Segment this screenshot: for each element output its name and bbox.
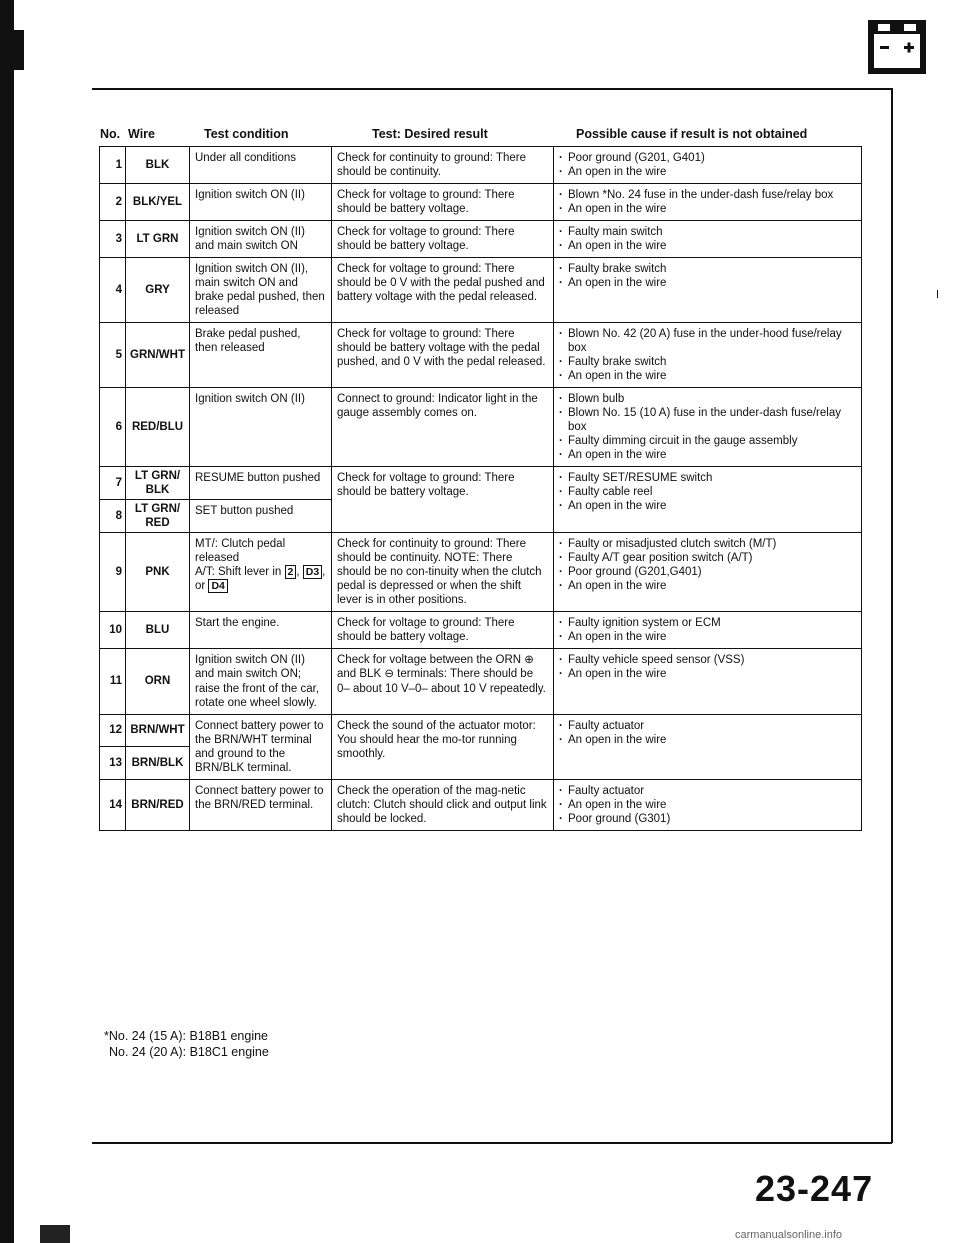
possible-cause xyxy=(554,612,862,649)
row-number: 14 xyxy=(100,779,126,830)
wire-color: GRN/WHT xyxy=(126,323,190,388)
wire-color: BRN/WHT xyxy=(126,714,190,747)
table-headers xyxy=(100,127,860,147)
wire-color: RED/BLU xyxy=(126,388,190,467)
test-condition: Connect battery power to the BRN/WHT terminal and ground to the BRN/BLK terminal. xyxy=(190,714,332,779)
possible-cause xyxy=(554,147,862,184)
cause-item: · An open in the wire xyxy=(559,499,856,513)
cause-item: · An open in the wire xyxy=(559,276,856,290)
possible-cause xyxy=(554,714,862,779)
condition-at-label: A/T: Shift lever in xyxy=(195,566,282,579)
desired-result: Check for continuity to ground: There should be continuity. xyxy=(332,147,554,184)
cause-item: · Blown No. 42 (20 A) fuse in the under-hood fuse/relay box xyxy=(559,327,856,355)
row-number: 4 xyxy=(100,258,126,323)
table-row xyxy=(100,221,862,258)
gear-2-key: 2 xyxy=(285,565,297,579)
table-row xyxy=(100,649,862,714)
cause-item: · Faulty main switch xyxy=(559,225,856,239)
condition-mt: MT/: Clutch pedal released xyxy=(195,538,286,565)
possible-cause xyxy=(554,779,862,830)
frame-bottom-border xyxy=(92,1142,892,1144)
possible-cause xyxy=(554,649,862,714)
row-number: 8 xyxy=(100,500,126,533)
desired-result: Check the operation of the mag-netic clutch: Clutch should click and output link should be locked. xyxy=(332,779,554,830)
test-condition: Start the engine. xyxy=(190,612,332,649)
connector-test-table xyxy=(99,146,862,831)
frame-right-border xyxy=(891,88,893,1143)
cause-item: · Faulty brake switch xyxy=(559,355,856,369)
cause-item: · Blown *No. 24 fuse in the under-dash fuse/relay box xyxy=(559,188,856,202)
table-row xyxy=(100,533,862,612)
header-no: No. xyxy=(100,127,121,141)
row-number: 6 xyxy=(100,388,126,467)
cause-item: · An open in the wire xyxy=(559,798,856,812)
possible-cause xyxy=(554,184,862,221)
cause-item: · Poor ground (G201,G401) xyxy=(559,565,856,579)
cause-item: · Blown No. 15 (10 A) fuse in the under-dash fuse/relay box xyxy=(559,406,856,434)
cause-item: · Poor ground (G301) xyxy=(559,812,856,826)
cause-item: · An open in the wire xyxy=(559,448,856,462)
possible-cause xyxy=(554,258,862,323)
cause-item: · Poor ground (G201, G401) xyxy=(559,151,856,165)
test-condition: RESUME button pushed xyxy=(190,467,332,500)
row-number: 2 xyxy=(100,184,126,221)
condition-at: A/T: Shift lever in 2 , D3 , or D4 xyxy=(195,566,326,593)
possible-cause xyxy=(554,533,862,612)
table-row xyxy=(100,388,862,467)
row-number: 3 xyxy=(100,221,126,258)
row-number: 9 xyxy=(100,533,126,612)
test-condition: Brake pedal pushed, then released xyxy=(190,323,332,388)
desired-result: Check for continuity to ground: There should be continuity. NOTE: There should be no con-tinuity when the clutch pedal is depressed or when the shift lever is in other positions. xyxy=(332,533,554,612)
table-row xyxy=(100,258,862,323)
cause-item: · Blown bulb xyxy=(559,392,856,406)
test-condition: Connect battery power to the BRN/RED terminal. xyxy=(190,779,332,830)
cause-item: · Faulty dimming circuit in the gauge assembly xyxy=(559,434,856,448)
table-row xyxy=(100,714,862,747)
desired-result: Check for voltage to ground: There should be battery voltage. xyxy=(332,612,554,649)
table-row xyxy=(100,184,862,221)
wire-color: LT GRN/ RED xyxy=(126,500,190,533)
possible-cause xyxy=(554,388,862,467)
table-row xyxy=(100,323,862,388)
table-row xyxy=(100,612,862,649)
table-row xyxy=(100,467,862,500)
cause-item: · An open in the wire xyxy=(559,733,856,747)
cause-item: · An open in the wire xyxy=(559,239,856,253)
page-number: 23-247 xyxy=(755,1168,874,1209)
desired-result: Check for voltage to ground: There should be battery voltage. xyxy=(332,467,554,533)
row-number: 7 xyxy=(100,467,126,500)
row-number: 13 xyxy=(100,747,126,780)
test-condition: Ignition switch ON (II) and main switch ON; raise the front of the car, rotate one wheel slowly. xyxy=(190,649,332,714)
row-number: 11 xyxy=(100,649,126,714)
desired-result: Check for voltage to ground: There should be battery voltage. xyxy=(332,184,554,221)
wire-color: GRY xyxy=(126,258,190,323)
wire-color: BLU xyxy=(126,612,190,649)
corner-mark xyxy=(40,1225,70,1243)
header-wire: Wire xyxy=(128,127,155,141)
row-number: 12 xyxy=(100,714,126,747)
test-condition: Ignition switch ON (II) xyxy=(190,388,332,467)
table-row xyxy=(100,779,862,830)
cause-item: · An open in the wire xyxy=(559,202,856,216)
cause-item: · Faulty actuator xyxy=(559,719,856,733)
desired-result: Check for voltage between the ORN ⊕ and BLK ⊖ terminals: There should be 0– about 10 V–0– about 10 V repeatedly. xyxy=(332,649,554,714)
test-condition: Ignition switch ON (II), main switch ON and brake pedal pushed, then released xyxy=(190,258,332,323)
wire-color: PNK xyxy=(126,533,190,612)
margin-mark xyxy=(937,290,938,298)
possible-cause xyxy=(554,221,862,258)
desired-result: Check the sound of the actuator motor: You should hear the mo-tor running smoothly. xyxy=(332,714,554,779)
wire-color: LT GRN/ BLK xyxy=(126,467,190,500)
footnote-line: No. 24 (20 A): B18C1 engine xyxy=(109,1045,269,1060)
wire-color: BLK xyxy=(126,147,190,184)
gear-d3-key: D3 xyxy=(303,565,322,579)
wire-color: BLK/YEL xyxy=(126,184,190,221)
cause-item: · Faulty brake switch xyxy=(559,262,856,276)
wire-color: ORN xyxy=(126,649,190,714)
test-condition: Ignition switch ON (II) xyxy=(190,184,332,221)
test-condition xyxy=(190,533,332,612)
cause-item: · An open in the wire xyxy=(559,165,856,179)
watermark: carmanualsonline.info xyxy=(735,1229,843,1241)
row-number: 10 xyxy=(100,612,126,649)
possible-cause xyxy=(554,467,862,533)
test-condition: Ignition switch ON (II) and main switch ON xyxy=(190,221,332,258)
page-binding-edge xyxy=(0,0,14,1243)
row-number: 5 xyxy=(100,323,126,388)
desired-result: Check for voltage to ground: There should be battery voltage. xyxy=(332,221,554,258)
frame-top-border xyxy=(92,88,892,90)
header-test-condition: Test condition xyxy=(204,127,289,141)
test-condition: SET button pushed xyxy=(190,500,332,533)
page-binding-notch xyxy=(0,30,24,70)
cause-item: · Faulty ignition system or ECM xyxy=(559,616,856,630)
cause-item: · An open in the wire xyxy=(559,630,856,644)
test-condition: Under all conditions xyxy=(190,147,332,184)
cause-item: · An open in the wire xyxy=(559,369,856,383)
row-number: 1 xyxy=(100,147,126,184)
fuse-footnote xyxy=(104,1028,269,1061)
condition-or: , or xyxy=(195,566,326,593)
desired-result: Check for voltage to ground: There should be battery voltage with the pedal pushed, and 0 V with the pedal released. xyxy=(332,323,554,388)
cause-item: · Faulty A/T gear position switch (A/T) xyxy=(559,551,856,565)
header-possible-cause: Possible cause if result is not obtained xyxy=(576,127,808,141)
cause-item: · Faulty vehicle speed sensor (VSS) xyxy=(559,653,856,667)
cause-item: · An open in the wire xyxy=(559,667,856,681)
footnote-line: *No. 24 (15 A): B18B1 engine xyxy=(104,1029,269,1043)
cause-item: · Faulty SET/RESUME switch xyxy=(559,471,856,485)
battery-icon xyxy=(866,18,928,76)
wire-color: BRN/BLK xyxy=(126,747,190,780)
cause-item: · Faulty or misadjusted clutch switch (M/T) xyxy=(559,537,856,551)
wire-color: LT GRN xyxy=(126,221,190,258)
cause-item: · Faulty cable reel xyxy=(559,485,856,499)
cause-item: · Faulty actuator xyxy=(559,784,856,798)
possible-cause xyxy=(554,323,862,388)
table-row xyxy=(100,147,862,184)
desired-result: Check for voltage to ground: There should be 0 V with the pedal pushed and battery voltage with the pedal released. xyxy=(332,258,554,323)
wire-color: BRN/RED xyxy=(126,779,190,830)
header-desired-result: Test: Desired result xyxy=(372,127,488,141)
cause-item: · An open in the wire xyxy=(559,579,856,593)
gear-d4-key: D4 xyxy=(208,579,227,593)
desired-result: Connect to ground: Indicator light in the gauge assembly comes on. xyxy=(332,388,554,467)
